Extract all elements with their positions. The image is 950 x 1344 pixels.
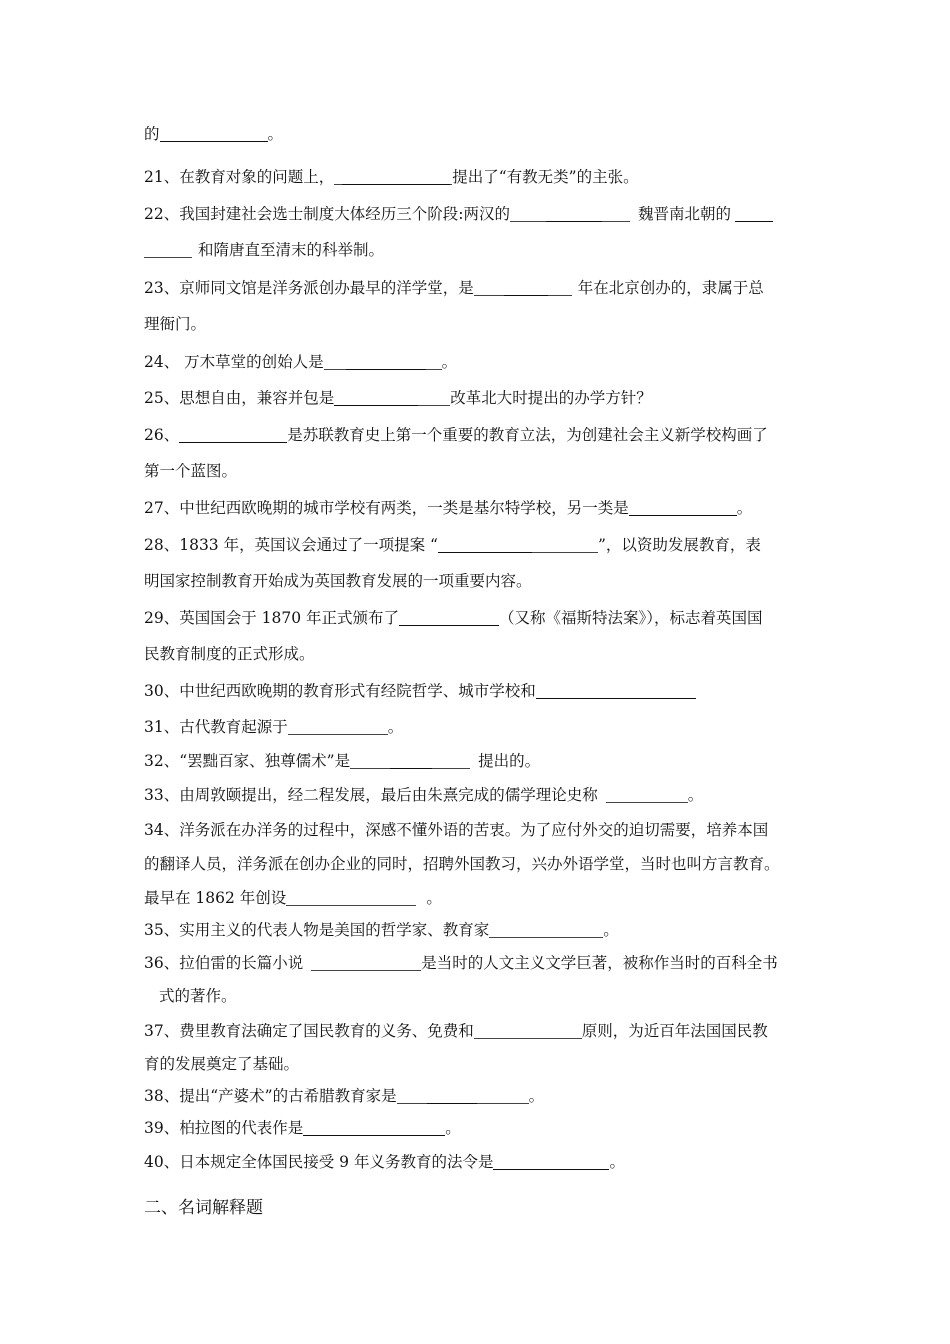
question-20-continuation: 的 。 [144, 125, 284, 143]
question-23: 23、京师同文馆是洋务派创办最早的洋学堂，是 年在北京创办的，隶属于总 [144, 279, 764, 297]
question-37-continuation: 育的发展奠定了基础。 [144, 1055, 300, 1073]
answer-blank[interactable] [399, 608, 499, 626]
question-31: 31、古代教育起源于 。 [144, 718, 404, 736]
question-32: 32、“罢黜百家、独尊儒术”是 提出的。 [144, 752, 541, 770]
question-25: 25、思想自由，兼容并包是 改革北大时提出的办学方针？ [144, 389, 652, 407]
question-21: 21、在教育对象的问题上， 提出了“有教无类”的主张。 [144, 168, 639, 186]
question-23-continuation: 理衙门。 [144, 315, 207, 333]
answer-blank[interactable] [311, 953, 421, 971]
question-30: 30、中世纪西欧晚期的教育形式有经院哲学、城市学校和 [144, 679, 824, 703]
answer-blank[interactable] [536, 681, 696, 699]
answer-blank[interactable] [493, 1152, 609, 1170]
question-28-continuation: 明国家控制教育开始成为英国教育发展的一项重要内容。 [144, 572, 532, 590]
answer-blank[interactable] [334, 388, 450, 406]
answer-blank[interactable] [629, 498, 737, 516]
question-36: 36、拉伯雷的长篇小说 是当时的人文主义文学巨著，被称作当时的百科全书 [144, 954, 778, 972]
answer-blank[interactable] [144, 240, 192, 258]
answer-blank[interactable] [286, 888, 416, 906]
answer-blank[interactable] [397, 1086, 529, 1104]
answer-blank[interactable] [160, 124, 268, 142]
question-26-continuation: 第一个蓝图。 [144, 462, 238, 480]
question-40: 40、日本规定全体国民接受 9 年义务教育的法令是 。 [144, 1153, 625, 1171]
answer-blank[interactable] [489, 920, 603, 938]
question-27: 27、中世纪西欧晚期的城市学校有两类，一类是基尔特学校，另一类是 。 [144, 499, 753, 517]
answer-blank[interactable] [731, 204, 773, 222]
question-39: 39、柏拉图的代表作是 。 [144, 1119, 461, 1137]
question-33: 33、由周敦颐提出，经二程发展，最后由朱熹完成的儒学理论史称 。 [144, 786, 704, 804]
answer-blank[interactable] [303, 1118, 445, 1136]
answer-blank[interactable] [179, 425, 287, 443]
answer-blank[interactable] [474, 278, 572, 296]
question-24: 24、 万木草堂的创始人是 。 [144, 353, 458, 371]
question-34-continuation-2: 最早在 1862 年创设 。 [144, 889, 442, 907]
question-29: 29、英国国会于 1870 年正式颁布了 （又称《福斯特法案》），标志着英国国 [144, 609, 763, 627]
question-29-continuation: 民教育制度的正式形成。 [144, 645, 315, 663]
question-34: 34、洋务派在办洋务的过程中，深感不懂外语的苦衷。为了应付外交的迫切需要，培养本国 [144, 821, 769, 839]
answer-blank[interactable] [510, 204, 630, 222]
answer-blank[interactable] [324, 352, 442, 370]
answer-blank[interactable] [474, 1021, 582, 1039]
question-35: 35、实用主义的代表人物是美国的哲学家、教育家 。 [144, 921, 619, 939]
answer-blank[interactable] [350, 751, 470, 769]
question-22: 22、我国封建社会选士制度大体经历三个阶段:两汉的 魏晋南北朝的 [144, 202, 824, 226]
answer-blank[interactable] [438, 535, 598, 553]
answer-blank[interactable] [334, 167, 452, 185]
answer-blank[interactable] [288, 717, 388, 735]
question-36-continuation: 式的著作。 [159, 987, 237, 1005]
question-38: 38、提出“产婆术”的古希腊教育家是 。 [144, 1087, 545, 1105]
question-26: 26、 是苏联教育史上第一个重要的教育立法，为创建社会主义新学校构画了 [144, 426, 768, 444]
answer-blank[interactable] [606, 785, 688, 803]
section-heading: 二、名词解释题 [144, 1198, 263, 1218]
question-34-continuation: 的翻译人员，洋务派在创办企业的同时，招聘外国教习，兴办外语学堂，当时也叫方言教育。 [144, 855, 780, 873]
question-37: 37、费里教育法确定了国民教育的义务、免费和 原则，为近百年法国国民教 [144, 1022, 768, 1040]
question-28: 28、1833 年，英国议会通过了一项提案 “ ”，以资助发展教育，表 [144, 536, 761, 554]
question-22-continuation: 和隋唐直至清末的科举制。 [144, 238, 824, 262]
